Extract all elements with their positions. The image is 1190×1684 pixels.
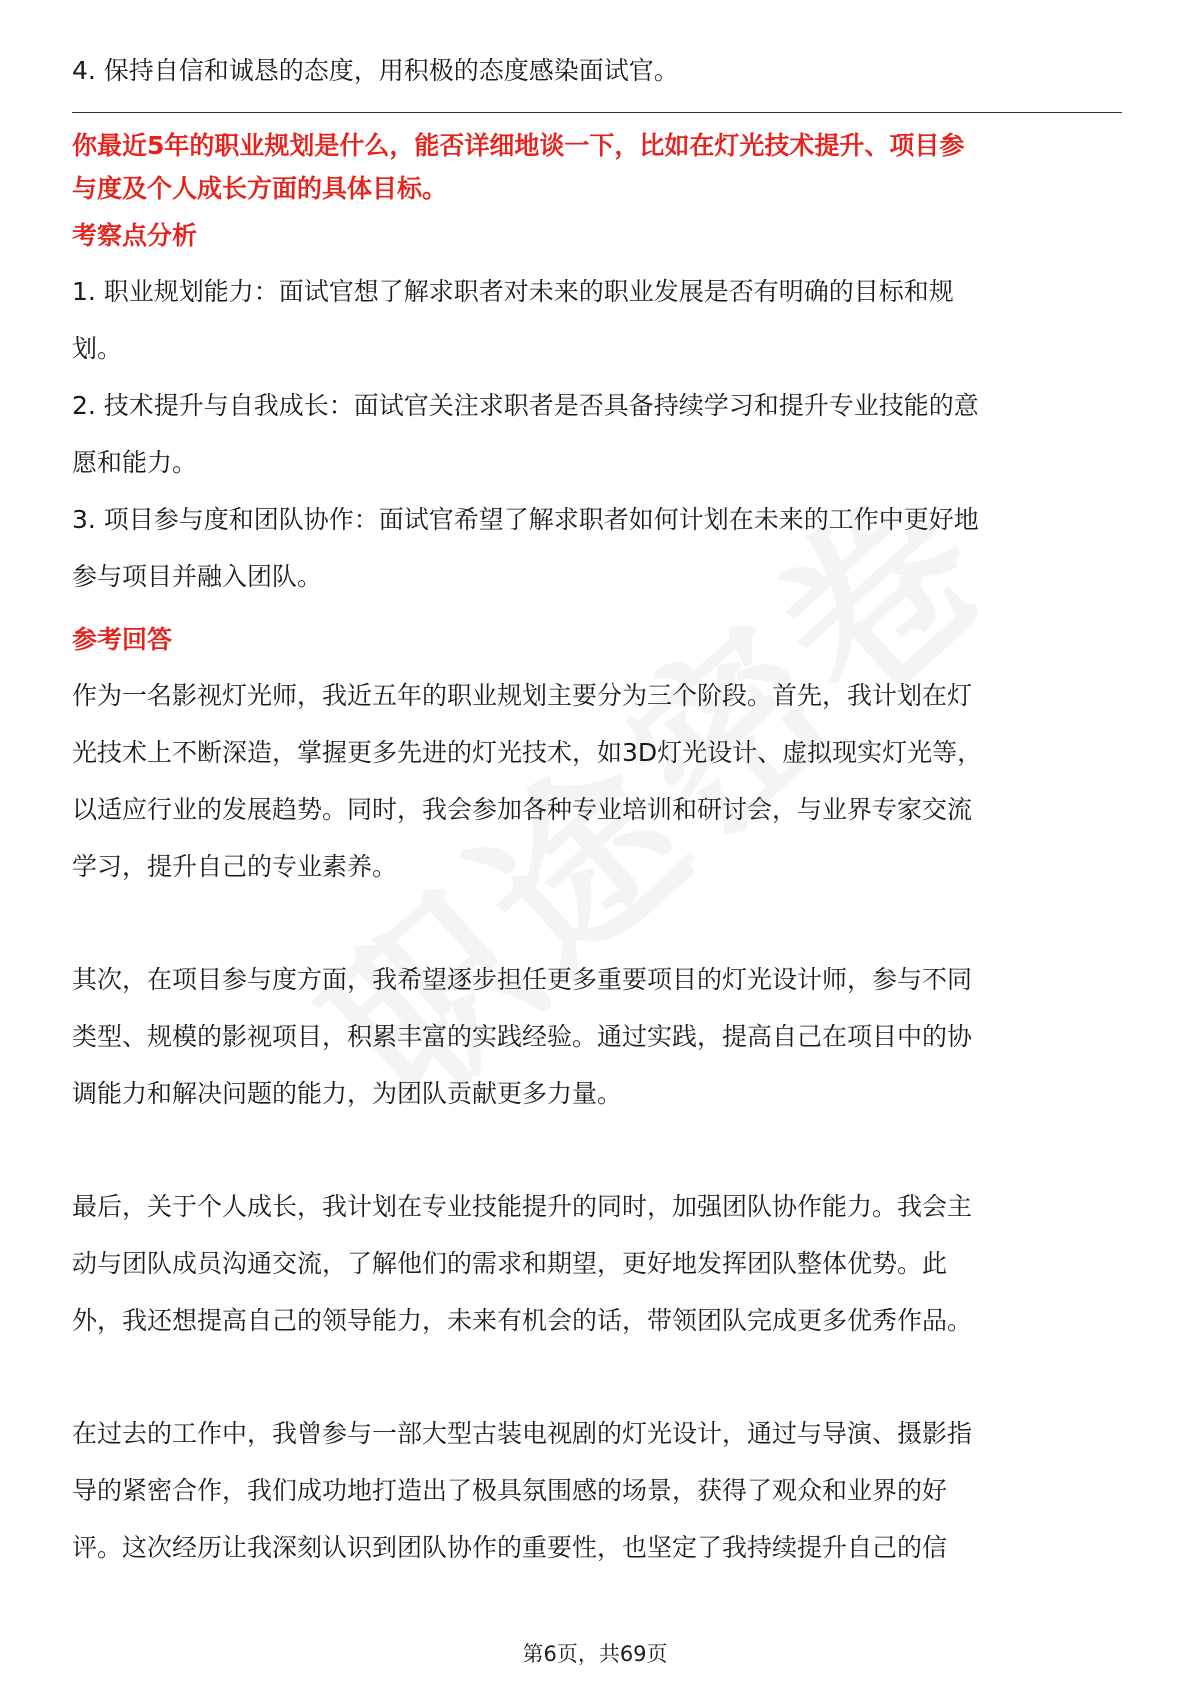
answer-line: 动与团队成员沟通交流，了解他们的需求和期望，更好地发挥团队整体优势。此	[72, 1249, 948, 1278]
answer-line: 其次，在项目参与度方面，我希望逐步担任更多重要项目的灯光设计师，参与不同	[72, 965, 973, 994]
question-heading	[72, 127, 1122, 207]
answer-paragraph	[72, 1178, 1122, 1349]
analysis-line: 1. 职业规划能力：面试官想了解求职者对未来的职业发展是否有明确的目标和规	[72, 277, 954, 306]
analysis-line: 划。	[72, 334, 123, 363]
answer-paragraph	[72, 951, 1122, 1122]
section-divider	[72, 112, 1122, 113]
page-number: 第6页，共69页	[522, 1642, 668, 1666]
analysis-line: 愿和能力。	[72, 448, 198, 477]
answer-line: 外，我还想提高自己的领导能力，未来有机会的话，带领团队完成更多优秀作品。	[72, 1306, 973, 1335]
answer-line: 最后，关于个人成长，我计划在专业技能提升的同时，加强团队协作能力。我会主	[72, 1192, 973, 1221]
analysis-line: 参与项目并融入团队。	[72, 562, 323, 591]
answer-body	[72, 667, 1122, 1576]
question-line: 你最近5年的职业规划是什么，能否详细地谈一下，比如在灯光技术提升、项目参	[72, 131, 965, 160]
analysis-body	[72, 263, 1122, 605]
answer-line: 光技术上不断深造，掌握更多先进的灯光技术，如3D灯光设计、虚拟现实灯光等，	[72, 738, 983, 767]
answer-line: 类型、规模的影视项目，积累丰富的实践经验。通过实践，提高自己在项目中的协	[72, 1022, 973, 1051]
analysis-line: 2. 技术提升与自我成长：面试官关注求职者是否具备持续学习和提升专业技能的意	[72, 391, 979, 420]
answer-line: 调能力和解决问题的能力，为团队贡献更多力量。	[72, 1079, 623, 1108]
answer-line: 学习，提升自己的专业素养。	[72, 852, 398, 881]
answer-line: 作为一名影视灯光师，我近五年的职业规划主要分为三个阶段。首先，我计划在灯	[72, 681, 973, 710]
question-line: 与度及个人成长方面的具体目标。	[72, 174, 448, 203]
answer-line: 导的紧密合作，我们成功地打造出了极具氛围感的场景，获得了观众和业界的好	[72, 1476, 948, 1505]
answer-title: 参考回答	[72, 625, 173, 654]
answer-line: 在过去的工作中，我曾参与一部大型古装电视剧的灯光设计，通过与导演、摄影指	[72, 1419, 973, 1448]
analysis-title: 考察点分析	[72, 221, 198, 250]
analysis-line: 3. 项目参与度和团队协作：面试官希望了解求职者如何计划在未来的工作中更好地	[72, 505, 979, 534]
answer-paragraph	[72, 667, 1122, 895]
page-content	[72, 48, 1122, 1576]
answer-paragraph	[72, 1405, 1122, 1576]
answer-line: 以适应行业的发展趋势。同时，我会参加各种专业培训和研讨会，与业界专家交流	[72, 795, 973, 824]
answer-line: 评。这次经历让我深刻认识到团队协作的重要性，也坚定了我持续提升自己的信	[72, 1533, 948, 1562]
previous-list-item: 4. 保持自信和诚恳的态度，用积极的态度感染面试官。	[72, 56, 679, 85]
